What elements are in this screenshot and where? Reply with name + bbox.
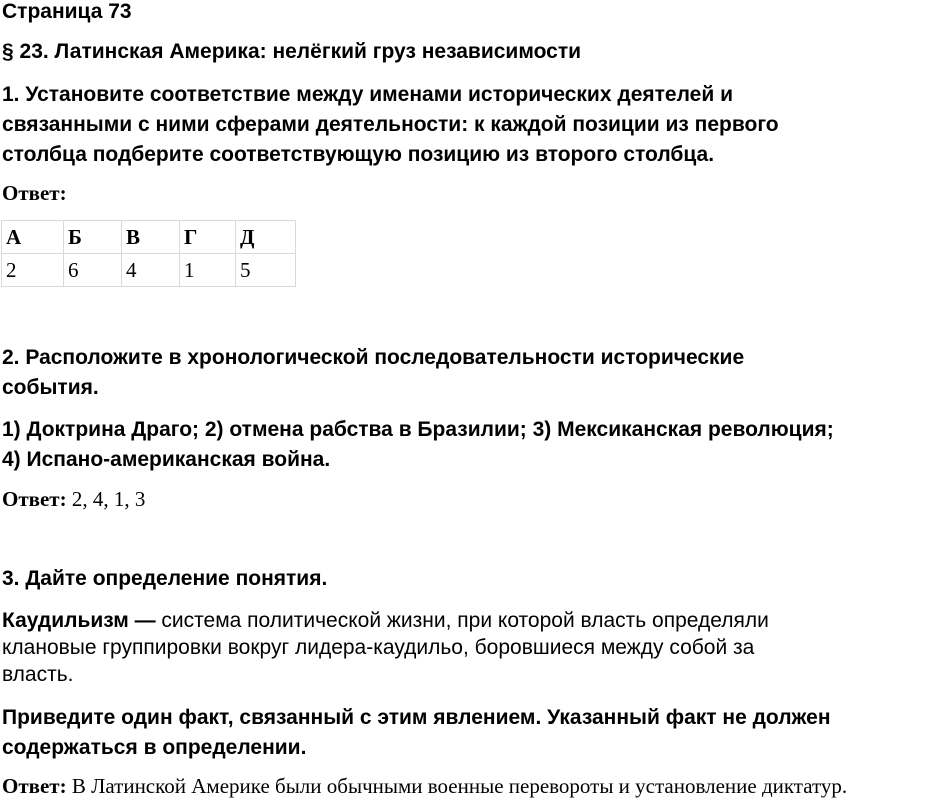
table-cell: 4 (122, 254, 180, 287)
q2-answer-value: 2, 4, 1, 3 (66, 487, 146, 511)
q2-line-1: 2. Расположите в хронологической последовательности исторические (2, 346, 745, 369)
q2-answer (2, 485, 145, 513)
q3-definition-line-3: власть. (2, 663, 74, 686)
q1-line-3: столбца подберите соответствующую позицию из второго столбца. (2, 143, 715, 166)
table-header-cell: Г (180, 221, 236, 254)
q3-fact-line-2: содержаться в определении. (2, 736, 307, 759)
table-cell: 5 (236, 254, 296, 287)
table-cell: 6 (64, 254, 122, 287)
q3-answer-value: В Латинской Америке были обычными военные перевороты и установление диктатур. (66, 774, 848, 798)
q1-answer-table (1, 220, 296, 287)
table-cell: 1 (180, 254, 236, 287)
q3-term: Каудильизм — (2, 609, 156, 632)
q1-line-1: 1. Установите соответствие между именами исторических деятелей и (2, 83, 733, 106)
q3-definition-line-2: клановые группировки вокруг лидера-каудильо, боровшиеся между собой за (2, 636, 755, 659)
table-header-cell: А (2, 221, 64, 254)
q2-line-2: события. (2, 376, 99, 399)
q3-fact-line-1: Приведите один факт, связанный с этим явлением. Указанный факт не должен (2, 706, 831, 729)
q1-line-2: связанными с ними сферами деятельности: к каждой позиции из первого (2, 113, 779, 136)
section-title: § 23. Латинская Америка: нелёгкий груз независимости (2, 40, 582, 63)
page-header: Страница 73 (2, 0, 132, 23)
q3-question: 3. Дайте определение понятия. (2, 567, 328, 590)
q3-definition-line-1 (2, 607, 769, 634)
q3-answer (2, 772, 847, 800)
table-header-cell: Д (236, 221, 296, 254)
table-cell: 2 (2, 254, 64, 287)
q2-events-line-1: 1) Доктрина Драго; 2) отмена рабства в Бразилии; 3) Мексиканская революция; (2, 418, 834, 441)
q2-answer-label: Ответ: (2, 487, 67, 511)
q2-events-line-2: 4) Испано-американская война. (2, 448, 331, 471)
table-header-cell: Б (64, 221, 122, 254)
table-row (2, 254, 296, 287)
q1-answer-label: Ответ: (2, 181, 67, 205)
table-header-row (2, 221, 296, 254)
q3-definition-text-1: система политической жизни, при которой власть определяли (155, 609, 769, 632)
q3-answer-label: Ответ: (2, 774, 67, 798)
table-header-cell: В (122, 221, 180, 254)
